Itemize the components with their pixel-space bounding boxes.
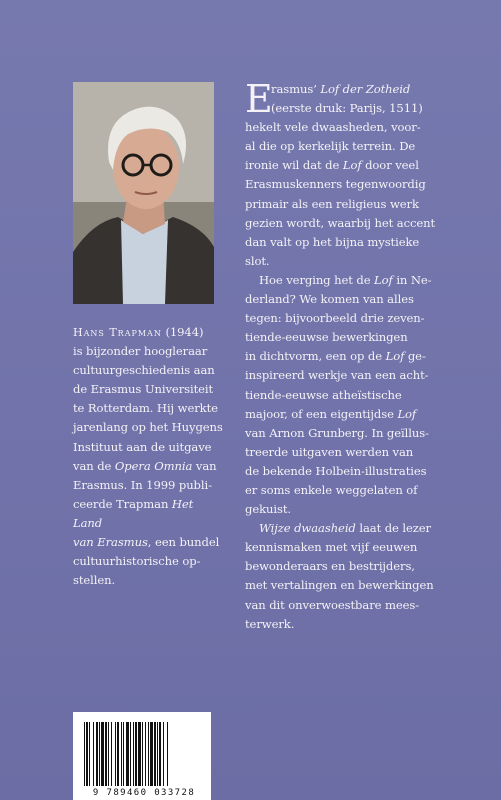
author-name: Hans Trapman	[73, 326, 162, 339]
bio-line: van de	[73, 458, 112, 473]
barcode-bar	[159, 722, 161, 786]
blurb-line: gekuist.	[245, 502, 291, 517]
blurb-line: de bekende Holbein-illustraties	[245, 463, 427, 478]
blurb-line: primair als een religieus werk	[245, 196, 419, 211]
bio-line: stellen.	[73, 573, 116, 588]
barcode-bar	[101, 722, 104, 786]
blurb-line: slot.	[245, 253, 270, 268]
blurb-line: hekelt vele dwaasheden, voor-	[245, 120, 421, 135]
bio-line: , een bundel	[147, 535, 220, 550]
blurb-line: in dichtvorm, een op de	[245, 349, 382, 364]
barcode-bar	[105, 722, 107, 786]
bio-line: te Rotterdam. Hij werkte	[73, 401, 218, 416]
barcode-bar	[167, 722, 168, 786]
barcode-bar	[154, 722, 156, 786]
author-photo	[73, 82, 214, 304]
blurb-line: ge-	[407, 349, 426, 364]
barcode-bar	[123, 722, 124, 786]
blurb-line: bewonderaars en bestrijders,	[245, 559, 415, 574]
blurb-line: gezien wordt, waarbij het accent	[245, 215, 436, 230]
blurb-line: tegen: bijvoorbeeld drie zeven-	[245, 311, 425, 326]
barcode-bar	[115, 722, 116, 786]
bio-title-het-land: Het Land	[73, 496, 194, 530]
bio-line: is bijzonder hoogleraar	[73, 344, 208, 359]
drop-cap: E	[245, 77, 273, 121]
bio-line: van	[195, 458, 217, 473]
barcode-bar	[99, 722, 100, 786]
blurb-line: door veel	[365, 158, 419, 173]
blurb-line: dan valt op het bijna mystieke	[245, 234, 420, 249]
blurb-line: treerde uitgaven werden van	[245, 444, 414, 459]
author-bio	[73, 323, 225, 590]
isbn-barcode	[73, 712, 211, 800]
blurb-line: tiende-eeuwse atheïstische	[245, 387, 402, 402]
blurb-line: met vertalingen en bewerkingen	[245, 578, 434, 593]
bio-line: cultuurhistorische op-	[73, 554, 201, 569]
blurb-text	[245, 77, 445, 634]
author-years: (1944)	[165, 325, 204, 339]
title-wijze-dwaasheid: Wijze dwaasheid	[259, 521, 356, 536]
barcode-bar	[121, 722, 122, 786]
bio-title-opera-omnia: Opera Omnia	[114, 458, 193, 473]
barcode-bar	[89, 722, 90, 786]
blurb-line: tiende-eeuwse bewerkingen	[245, 330, 408, 345]
blurb-line: terwerk.	[245, 616, 295, 631]
barcode-bar	[163, 722, 164, 786]
barcode-bar	[142, 722, 143, 786]
barcode-bar	[138, 722, 141, 786]
barcode-bar	[157, 722, 158, 786]
barcode-bar	[148, 722, 149, 786]
barcode-bar	[108, 722, 109, 786]
blurb-line: er soms enkele weggelaten of	[245, 482, 418, 497]
bio-line: Erasmus. In 1999 publi-	[73, 477, 212, 492]
isbn-number: 9 789460 033728	[92, 788, 196, 798]
title-lof: Lof	[385, 349, 405, 364]
barcode-bar	[130, 722, 131, 786]
blurb-line: inspireerd werkje van een acht-	[245, 368, 429, 383]
barcode-bar	[117, 722, 119, 786]
barcode-bar	[84, 722, 85, 786]
blurb-paragraph-2	[245, 271, 445, 519]
blurb-line: (eerste druk: Parijs, 1511)	[271, 101, 423, 116]
author-portrait-illustration	[73, 82, 214, 304]
blurb-line: laat de lezer	[359, 521, 431, 536]
bio-line: Instituut aan de uitgave	[73, 439, 212, 454]
blurb-paragraph-1	[245, 77, 445, 271]
barcode-bars	[84, 722, 200, 786]
barcode-bar	[135, 722, 137, 786]
bio-line: jarenlang op het Huygens	[73, 420, 223, 435]
bio-line: cultuurgeschiedenis aan	[73, 363, 215, 378]
barcode-bar	[111, 722, 112, 786]
title-lof: Lof	[397, 406, 417, 421]
title-lof: Lof	[374, 272, 393, 287]
blurb-line: Erasmuskenners tegenwoordig	[245, 177, 426, 192]
bio-title-van-erasmus: van Erasmus	[73, 535, 148, 550]
blurb-line: al die op kerkelijk terrein. De	[245, 139, 416, 154]
blurb-line: Hoe verging het de	[259, 272, 371, 287]
blurb-line: kennismaken met vijf eeuwen	[245, 540, 418, 555]
barcode-bar	[150, 722, 153, 786]
blurb-line: in Ne-	[396, 272, 432, 287]
barcode-bar	[126, 722, 129, 786]
blurb-line: van Arnon Grunberg. In geïllus-	[245, 425, 429, 440]
barcode-bar	[86, 722, 88, 786]
barcode-bar	[145, 722, 146, 786]
blurb-line: derland? We komen van alles	[245, 292, 414, 307]
barcode-bar	[93, 722, 94, 786]
bio-line: de Erasmus Universiteit	[73, 382, 214, 397]
blurb-line: van dit onverwoestbare mees-	[245, 597, 420, 612]
barcode-bar	[96, 722, 98, 786]
blurb-line: ironie wil dat de	[245, 158, 340, 173]
title-lof: Lof	[342, 158, 362, 173]
blurb-paragraph-3	[245, 519, 445, 634]
barcode-bar	[133, 722, 134, 786]
bio-line: ceerde Trapman	[73, 496, 169, 511]
blurb-line: majoor, of een eigentijdse	[245, 406, 394, 421]
title-lof-der-zotheid: Lof der Zotheid	[320, 82, 411, 96]
blurb-line: rasmus’	[271, 82, 317, 96]
